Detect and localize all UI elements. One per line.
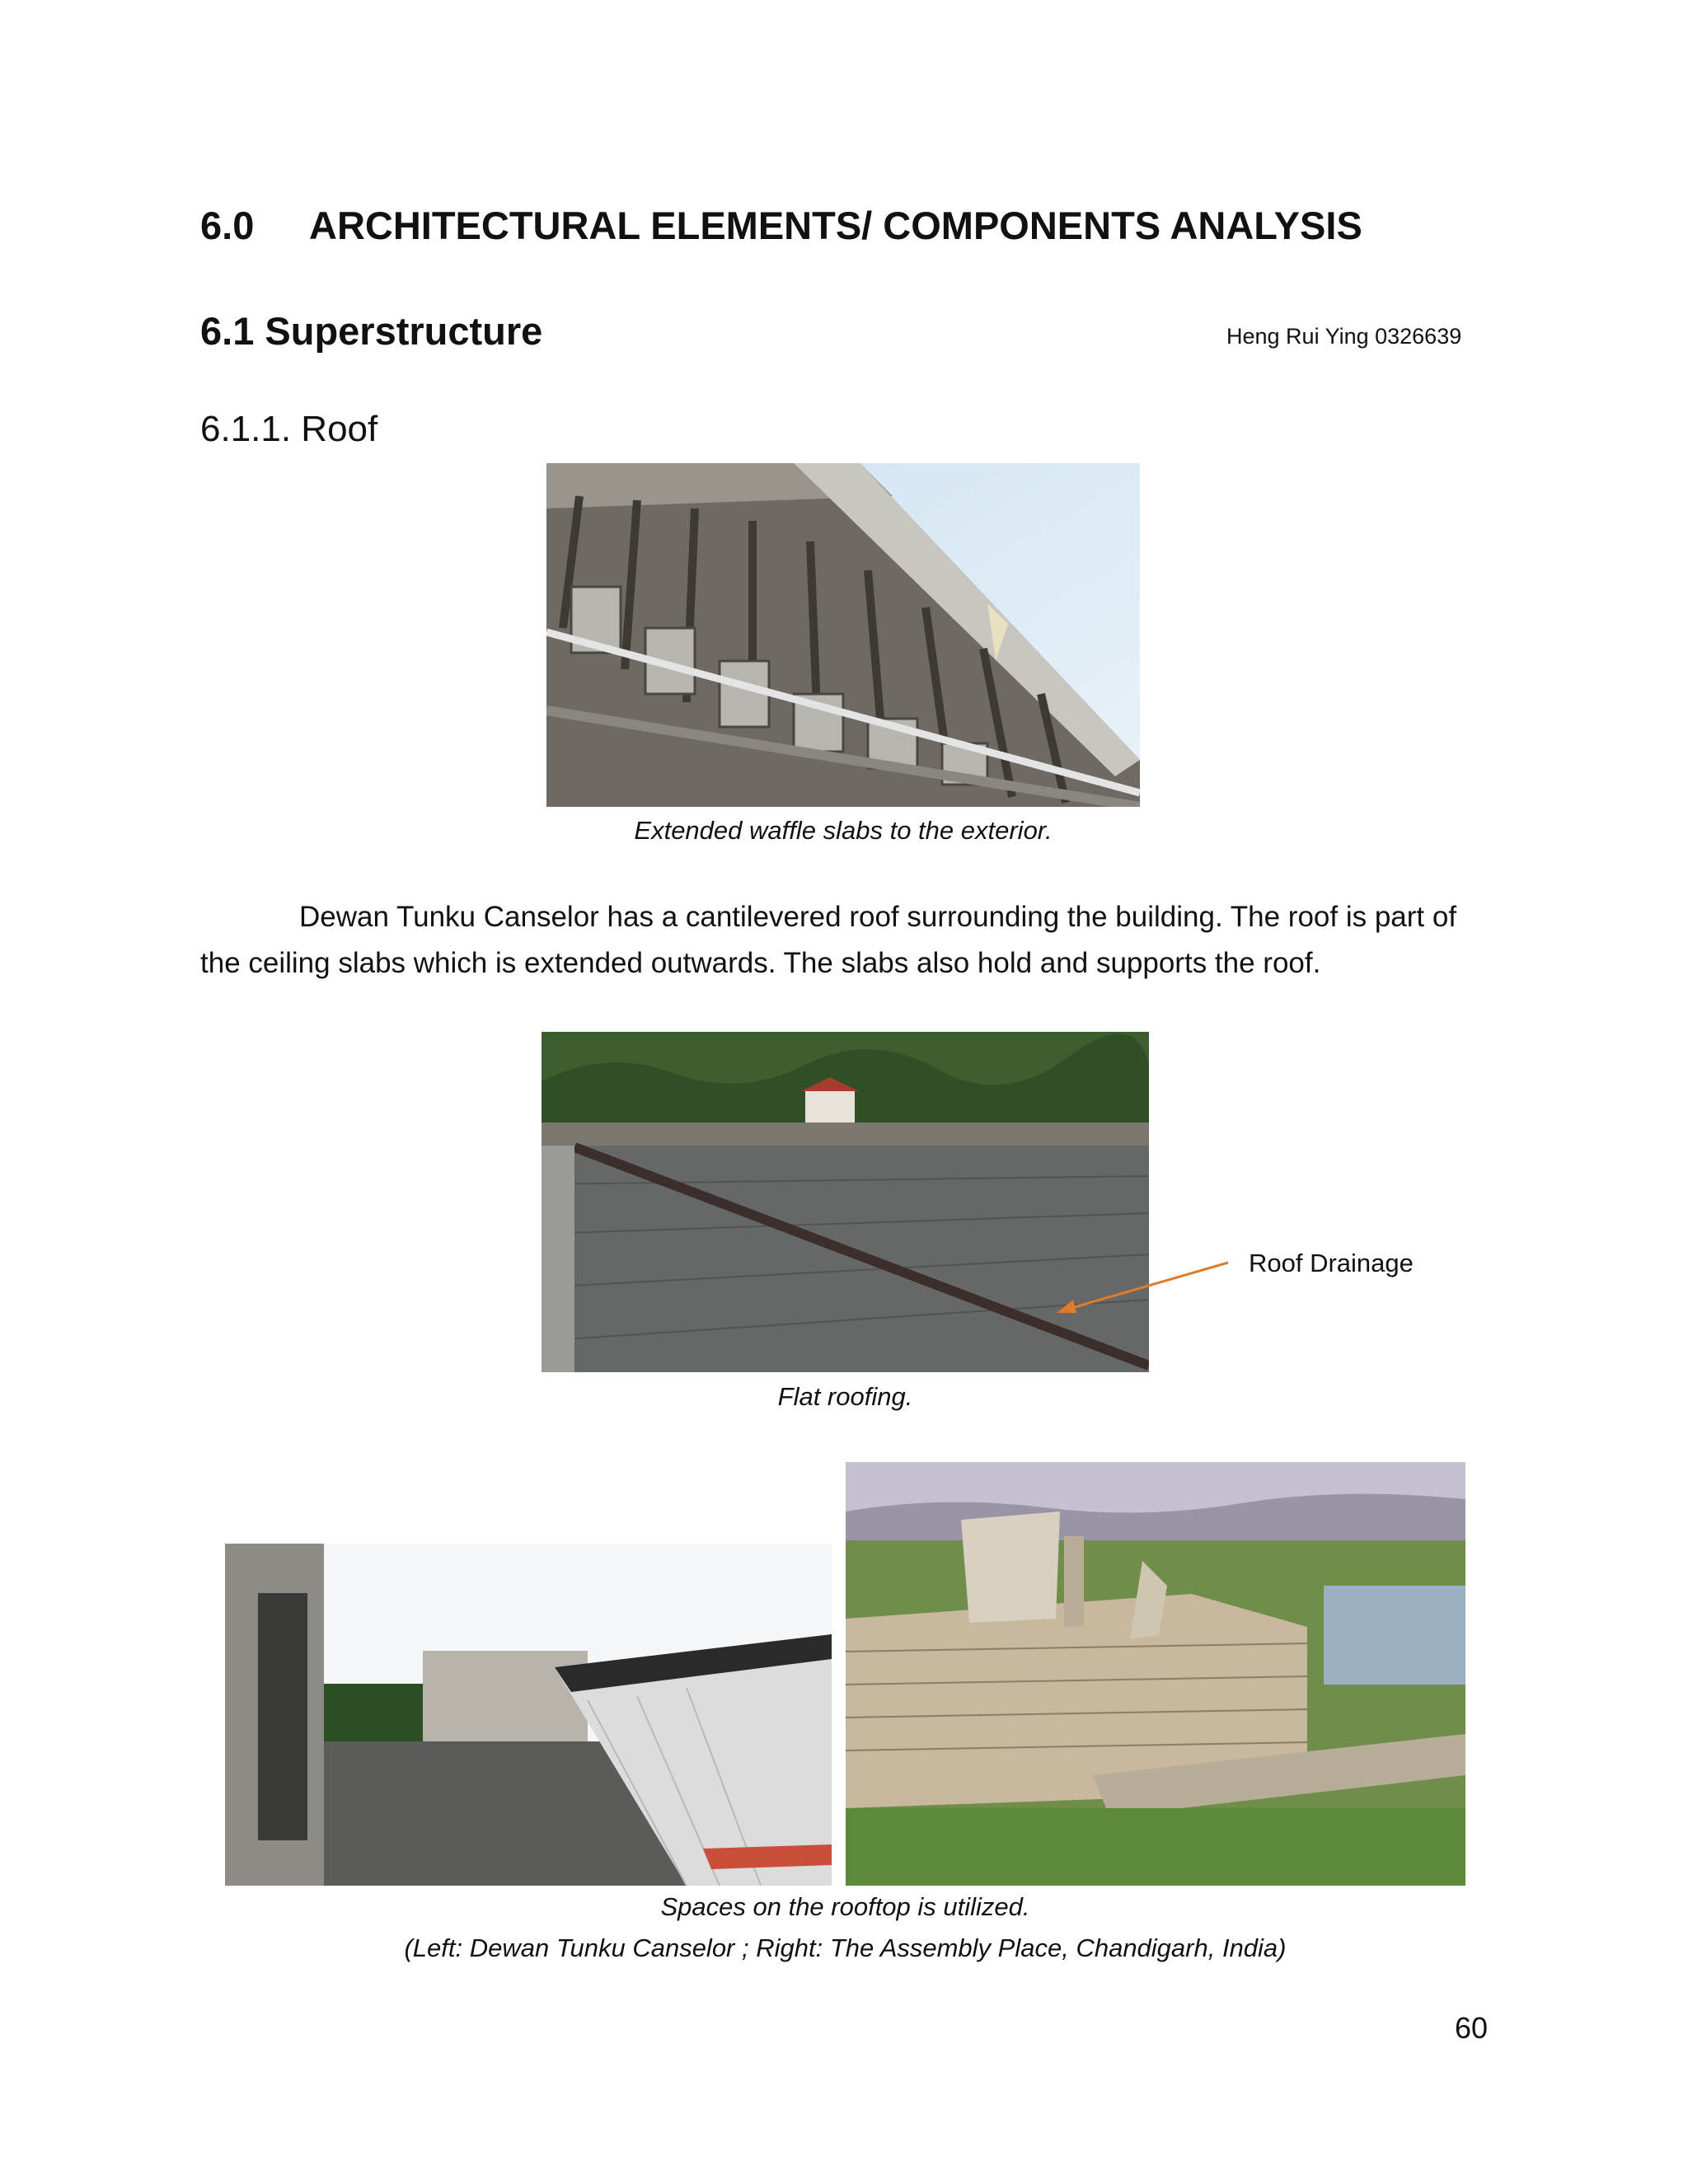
waffle-caption: Extended waffle slabs to the exterior.	[634, 816, 1053, 845]
roof-drainage-label: Roof Drainage	[1249, 1249, 1414, 1277]
flat-roof-photo	[542, 1032, 1149, 1372]
author-credit: Heng Rui Ying 0326639	[1226, 324, 1462, 349]
roof-drainage-arrow	[1047, 1249, 1245, 1315]
page-number: 60	[1455, 2011, 1489, 2045]
chapter-number: 6.0	[200, 204, 255, 247]
flat-roof-caption: Flat roofing.	[777, 1382, 913, 1411]
body-paragraph: Dewan Tunku Canselor has a cantilevered roof surrounding the building. The roof is part of the ceiling slabs which is extended outwards. The slabs also hold and supports the roof.	[200, 901, 1457, 979]
waffle-slab-photo	[546, 463, 1140, 807]
chapter-title: ARCHITECTURAL ELEMENTS/ COMPONENTS ANALYSIS	[309, 204, 1362, 247]
rooftop-caption-line1: Spaces on the rooftop is utilized.	[660, 1892, 1030, 1921]
subsection-title: 6.1.1. Roof	[200, 409, 378, 449]
section-title: 6.1 Superstructure	[200, 309, 543, 353]
rooftop-caption-line2: (Left: Dewan Tunku Canselor ; Right: The Assembly Place, Chandigarh, India)	[404, 1933, 1287, 1962]
chapter-heading	[200, 203, 1362, 248]
dewan-rooftop-photo	[225, 1544, 832, 1886]
assembly-chandigarh-photo	[846, 1462, 1465, 1886]
